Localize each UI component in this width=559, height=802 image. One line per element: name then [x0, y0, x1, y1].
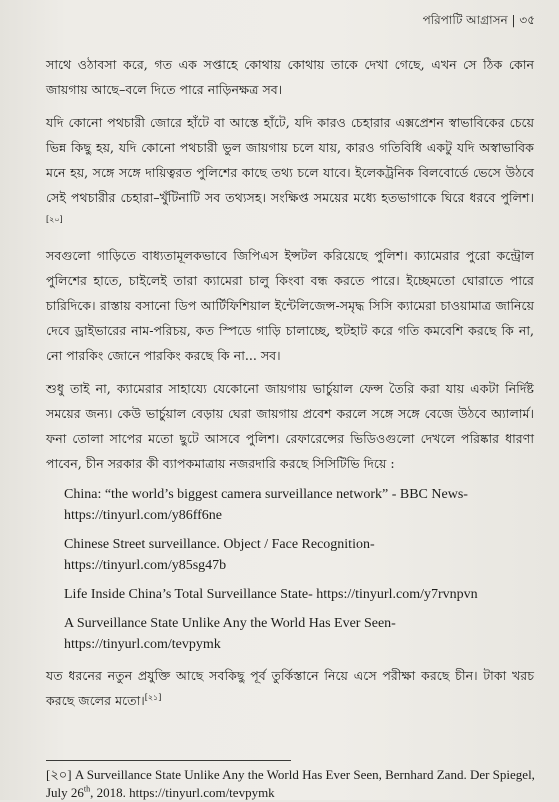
footnote-text: A Surveillance State Unlike Any the World Has Ever Seen, Bernhard Zand. Der Spiegel, July 26 [46, 767, 535, 800]
footnote-text-end[interactable]: , 2018. https://tinyurl.com/tevpymk [90, 785, 275, 800]
footnote-marker: [২০] [46, 767, 72, 782]
paragraph-text: যদি কোনো পথচারী জোরে হাঁটে বা আস্তে হাঁটে, যদি কারও চেহারার এক্সপ্রেশন স্বাভাবিকের চেয়ে ভিন্ন কিছু হয়, যদি কোনো পথচারী ভুল জায়গায় চলে যায়, কারও গতিবিধি একটু যদি অস্বাভাবিক মনে হয়, সঙ্গে সঙ্গে দায়িত্বরত পুলিশের কাছে তথ্য চলে যাবে। ইলেকট্রনিক বিলবোর্ডে ভেসে উঠবে সেই পথচারীর চেহারা–খুঁটিনাটি সব তথ্যসহ। সংক্ষিপ্ত সময়ের মধ্যে হতভাগাকে ঘিরে ধরবে পুলিশ। [46, 115, 534, 205]
page-body [46, 52, 534, 721]
reference-link[interactable]: China: “the world’s biggest camera surveillance network” - BBC News- https://tinyurl.com/y86ff6ne [64, 487, 468, 523]
footnote-ref[interactable]: [২১] [144, 692, 162, 702]
reference-link[interactable]: Life Inside China’s Total Surveillance State- https://tinyurl.com/y7rvnpvn [64, 587, 478, 602]
footnote [46, 766, 546, 802]
paragraph-2 [46, 110, 534, 235]
running-header: পরিপাটি আগ্রাসন | ৩৫ [422, 13, 535, 27]
footnote-superscript: th [83, 784, 91, 794]
paragraph-3 [46, 243, 534, 368]
footnote-ref[interactable]: [২০] [46, 214, 63, 224]
paragraph-text: শুধু তাই না, ক্যামেরার সাহায্যে যেকোনো জায়গায় ভার্চুয়াল ফেন্স তৈরি করা যায় একটা নির্দিষ্ট সময়ের জন্য। কেউ ভার্চুয়াল বেড়ায় ঘেরা জায়গায় প্রবেশ করলে সঙ্গে সঙ্গে বেজে উঠবে অ্যালার্ম। ফনা তোলা সাপের মতো ছুটে আসবে পুলিশ। রেফারেন্সের ভিডিওগুলো দেখলে পরিষ্কার ধারণা পাবেন, চীন সরকার কী ব্যাপকমাত্রায় নজরদারি করছে সিসিটিভি দিয়ে : [46, 381, 534, 471]
reference-link[interactable]: A Surveillance State Unlike Any the World Has Ever Seen-https://tinyurl.com/tevpymk [64, 616, 396, 652]
footnote-divider [46, 760, 291, 761]
paragraph-text: সাথে ওঠাবসা করে, গত এক সপ্তাহে কোথায় কোথায় তাকে দেখা গেছে, এখন সে ঠিক কোন জায়গায় আছে–বলে দিতে পারে নাড়িনক্ষত্র সব। [46, 57, 534, 97]
closing-paragraph [46, 663, 534, 713]
paragraph-text: সবগুলো গাড়িতে বাধ্যতামূলকভাবে জিপিএস ইন্সটল করিয়েছে পুলিশ। ক্যামেরার পুরো কন্ট্রোল পুলিশের হাতে, চাইলেই তারা ক্যামেরা চালু কিংবা বন্ধ করতে পারে। ইচ্ছেমতো ঘোরাতে পারে চারিদিকে। রাস্তায় বসানো ডিপ আর্টিফিশিয়াল ইন্টেলিজেন্স-সমৃদ্ধ সিসি ক্যামেরা চাওয়ামাত্র জানিয়ে দেবে ড্রাইভারের নাম-পরিচয়, কত স্পিডে গাড়ি চালাচ্ছে, হুটহাট করে গতি কমবেশি করছে কি না, নো পারকিং জোনে পারকিং করছে কি না... সব। [46, 248, 534, 363]
paragraph-1 [46, 52, 534, 102]
paragraph-4 [46, 376, 534, 476]
reference-link[interactable]: Chinese Street surveillance. Object / Face Recognition-https://tinyurl.com/y85sg47b [64, 537, 375, 573]
paragraph-text: যত ধরনের নতুন প্রযুক্তি আছে সবকিছু পূর্ব তুর্কিস্তানে নিয়ে এসে পরীক্ষা করছে চীন। টাকা খরচ করছে জলের মতো। [46, 668, 534, 708]
reference-link-list [64, 484, 534, 655]
